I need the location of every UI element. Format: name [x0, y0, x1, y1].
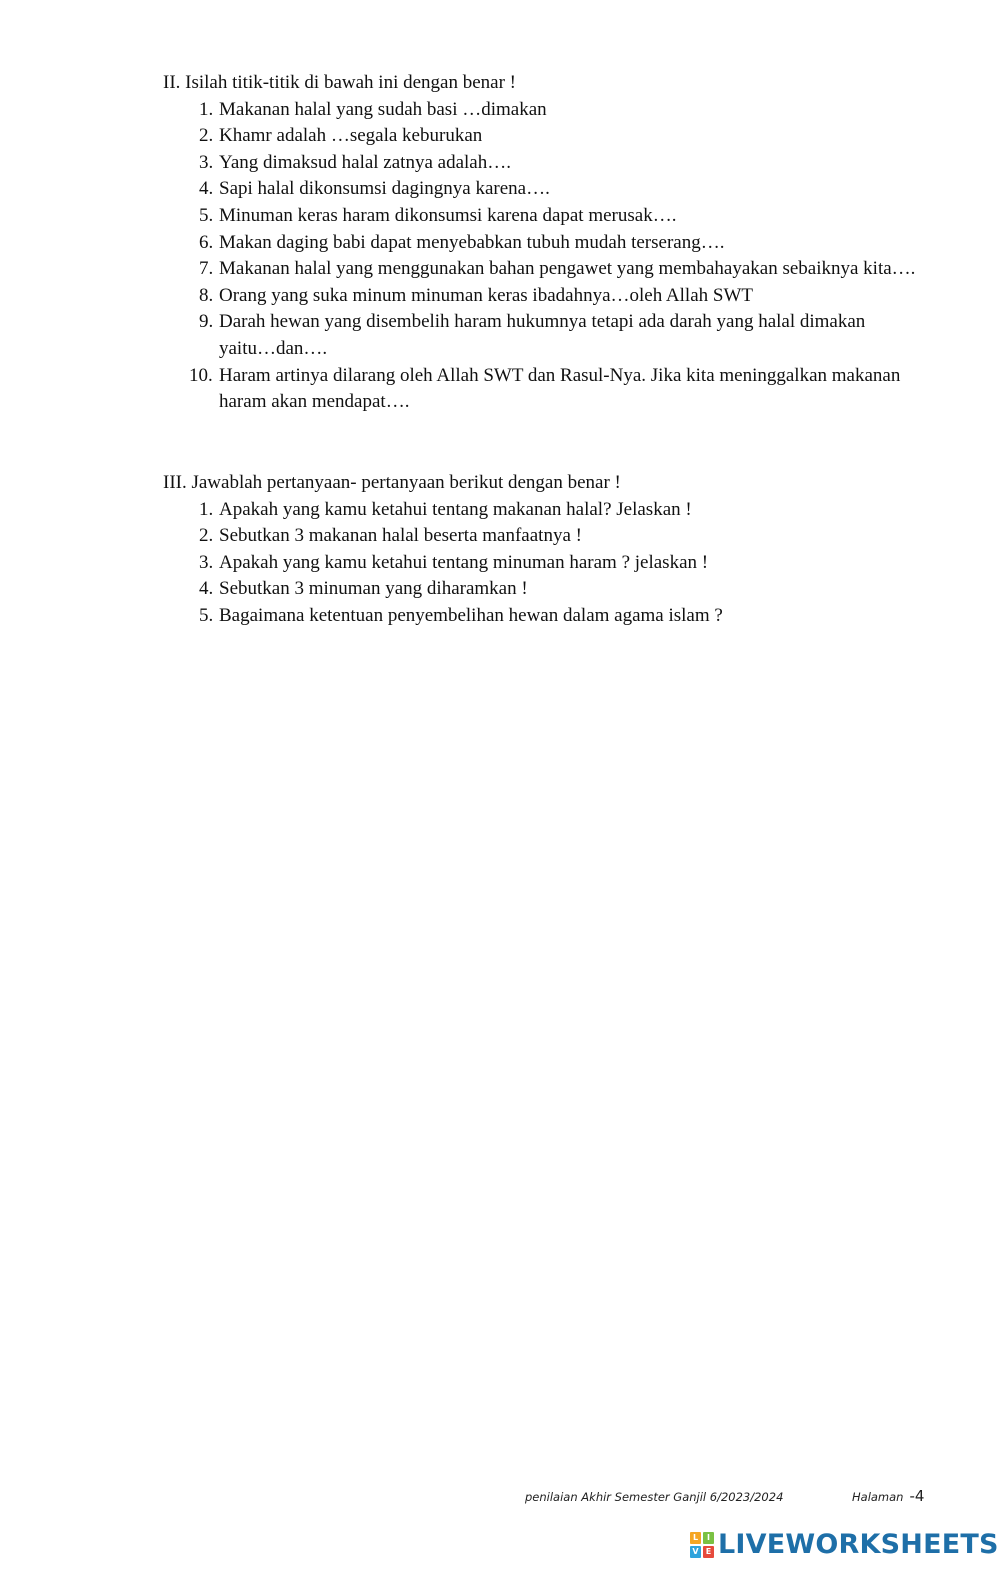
question-item	[163, 603, 923, 630]
question-number: 2.	[199, 525, 214, 547]
question-number: 2.	[199, 125, 214, 147]
question-number: 5.	[199, 204, 214, 226]
logo-square-v: V	[690, 1546, 701, 1558]
question-text: Sebutkan 3 makanan halal beserta manfaatnya !	[219, 525, 582, 547]
question-text: Makan daging babi dapat menyebabkan tubuh mudah terserang….	[219, 231, 725, 253]
question-item	[163, 176, 923, 203]
question-text: Khamr adalah …segala keburukan	[219, 125, 483, 147]
question-number: 1.	[199, 98, 214, 120]
question-text: Haram artinya dilarang oleh Allah SWT dan Rasul-Nya. Jika kita meninggalkan makanan haram akan mendapat….	[219, 364, 901, 413]
question-number: 1.	[199, 498, 214, 520]
question-item	[163, 363, 923, 416]
question-item	[163, 97, 923, 124]
question-item	[163, 230, 923, 257]
question-text: Sebutkan 3 minuman yang diharamkan !	[219, 578, 528, 600]
question-list	[163, 97, 923, 416]
question-text: Sapi halal dikonsumsi dagingnya karena….	[219, 178, 550, 200]
question-number: 7.	[199, 258, 214, 280]
question-item	[163, 497, 923, 524]
logo-square-l: L	[690, 1532, 701, 1544]
question-item	[163, 550, 923, 577]
question-item	[163, 523, 923, 550]
logo-square-e: E	[703, 1546, 714, 1558]
question-number: 3.	[199, 151, 214, 173]
question-item	[163, 309, 923, 362]
question-item	[163, 150, 923, 177]
question-number: 4.	[199, 178, 214, 200]
footer-page-indicator	[852, 1487, 924, 1505]
question-number: 4.	[199, 578, 214, 600]
question-number: 5.	[199, 604, 214, 626]
question-text: Apakah yang kamu ketahui tentang minuman haram ? jelaskan !	[219, 551, 709, 573]
liveworksheets-logo-icon	[690, 1532, 714, 1558]
question-text: Orang yang suka minum minuman keras ibadahnya…oleh Allah SWT	[219, 284, 753, 306]
question-item	[163, 256, 923, 283]
section-essay-questions	[163, 470, 923, 630]
question-item	[163, 203, 923, 230]
question-text: Makanan halal yang sudah basi …dimakan	[219, 98, 547, 120]
page-label: Halaman	[852, 1490, 904, 1504]
logo-square-i: I	[703, 1532, 714, 1544]
question-text: Darah hewan yang disembelih haram hukumnya tetapi ada darah yang halal dimakan yaitu…dan….	[219, 311, 866, 359]
question-text: Makanan halal yang menggunakan bahan pengawet yang membahayakan sebaiknya kita….	[219, 258, 916, 280]
question-item	[163, 283, 923, 310]
question-item	[163, 123, 923, 150]
question-item	[163, 576, 923, 603]
question-list	[163, 497, 923, 630]
question-text: Bagaimana ketentuan penyembelihan hewan dalam agama islam ?	[219, 604, 723, 626]
liveworksheets-brand-link[interactable]	[690, 1528, 999, 1562]
question-text: Apakah yang kamu ketahui tentang makanan halal? Jelaskan !	[219, 498, 692, 520]
question-number: 3.	[199, 551, 214, 573]
section-fill-in-blanks	[163, 70, 923, 416]
page-number: -4	[909, 1487, 925, 1505]
question-number: 10.	[189, 364, 213, 386]
question-number: 6.	[199, 231, 214, 253]
question-text: Minuman keras haram dikonsumsi karena dapat merusak….	[219, 204, 677, 226]
question-text: Yang dimaksud halal zatnya adalah….	[219, 151, 511, 173]
brand-name: LIVEWORKSHEETS	[718, 1529, 999, 1560]
section-heading: III. Jawablah pertanyaan- pertanyaan berikut dengan benar !	[163, 472, 621, 493]
question-number: 8.	[199, 284, 214, 306]
question-number: 9.	[199, 311, 214, 333]
section-heading: II. Isilah titik-titik di bawah ini dengan benar !	[163, 72, 516, 93]
footer-exam-label: penilaian Akhir Semester Ganjil 6/2023/2024	[525, 1490, 784, 1504]
